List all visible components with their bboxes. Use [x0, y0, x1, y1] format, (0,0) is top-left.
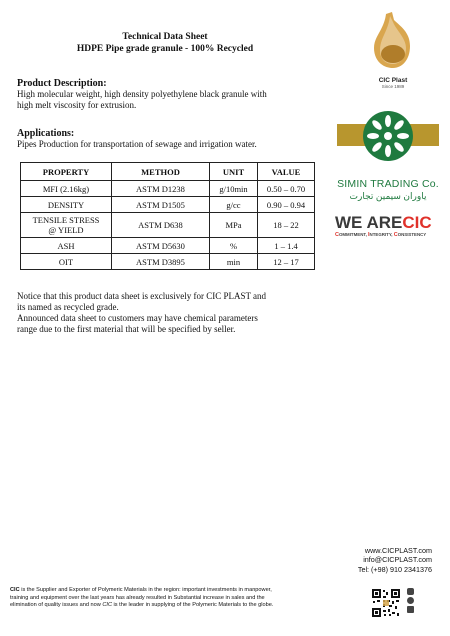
cell-property-line1: TENSILE STRESS [32, 215, 100, 225]
cell-property: MFI (2.16kg) [21, 181, 112, 197]
applications-heading: Applications: [17, 128, 75, 139]
applications-section [17, 128, 327, 150]
footer-text: CIC is the Supplier and Exporter of Polymeric Materials in the region: important investments in manpower, training and equipment over the last years has already resulted in Substantial increase in sales and the elimination of quality issues and now CIC is the leader in supplying of the Polymeric Materials to the globe. [10, 587, 274, 609]
we-are-text: WE ARE [335, 213, 403, 232]
product-description-line2: high melt viscosity for extrusion. [17, 100, 137, 110]
applications-text: Pipes Production for transportation of sewage and irrigation water. [17, 139, 257, 149]
table-row [21, 213, 315, 238]
linkedin-icon[interactable] [407, 606, 414, 613]
cell-value: 0.50 – 0.70 [258, 181, 315, 197]
qr-code-icon[interactable] [371, 588, 401, 618]
cic-plast-name: CIC Plast [378, 77, 408, 84]
cell-value: 1 – 1.4 [258, 238, 315, 254]
notice-line3: Announced data sheet to customers may have chemical parameters [17, 313, 258, 323]
cell-value: 18 – 22 [258, 213, 315, 238]
notice-line1: Notice that this product data sheet is exclusively for CIC PLAST and [17, 291, 267, 301]
cell-property: ASH [21, 238, 112, 254]
cic-plast-emblem-icon [360, 10, 426, 72]
cell-method: ASTM D5630 [112, 238, 210, 254]
social-icons [407, 588, 419, 613]
cell-property: DENSITY [21, 197, 112, 213]
cell-method: ASTM D1505 [112, 197, 210, 213]
cell-value: 0.90 – 0.94 [258, 197, 315, 213]
cell-value: 12 – 17 [258, 254, 315, 270]
footer-cic: CIC [10, 587, 20, 593]
contact-website[interactable]: www.CICPLAST.com [364, 546, 432, 555]
notice-line2: its named as recycled grade. [17, 302, 119, 312]
cell-method: ASTM D3895 [112, 254, 210, 270]
document-title: Technical Data Sheet [122, 32, 208, 42]
table-row [21, 254, 315, 270]
cic-text: CIC [402, 213, 432, 232]
cic-plast-since: Since 1989 [381, 84, 405, 89]
cell-unit: min [210, 254, 258, 270]
cic-plast-logo [360, 10, 426, 90]
simin-logo [337, 110, 439, 201]
table-row [21, 181, 315, 197]
notice-line4: range due to the first material that will be specified by seller. [17, 324, 236, 334]
cell-method: ASTM D638 [112, 213, 210, 238]
cell-property: OIT [21, 254, 112, 270]
contact-email[interactable]: info@CICPLAST.com [363, 555, 432, 565]
simin-flower-icon [337, 110, 439, 166]
document-header [0, 31, 330, 55]
cell-unit: % [210, 238, 258, 254]
header-property: PROPERTY [21, 163, 112, 181]
cell-unit: g/10min [210, 181, 258, 197]
cell-unit: MPa [210, 213, 258, 238]
table-row [21, 238, 315, 254]
cell-unit: g/cc [210, 197, 258, 213]
product-description-line1: High molecular weight, high density polyethylene black granule with [17, 89, 267, 99]
document-subtitle: HDPE Pipe grade granule - 100% Recycled [76, 44, 254, 54]
cic-tagline: COMMITMENT, INTEGRITY, CONSISTENCY [335, 232, 427, 238]
product-description-section [17, 78, 327, 111]
we-are-cic-logo [335, 213, 445, 238]
contact-tel: Tel: (+98) 910 2341376 [357, 564, 432, 574]
table-row [21, 197, 315, 213]
instagram-icon[interactable] [407, 588, 414, 595]
simin-name-fa: یاوران سیمین تجارت [349, 191, 427, 201]
whatsapp-icon[interactable] [407, 597, 414, 604]
cell-method: ASTM D1238 [112, 181, 210, 197]
product-description-heading: Product Description: [17, 78, 107, 89]
spec-table-wrapper [20, 162, 315, 270]
cell-property [21, 213, 112, 238]
table-header-row [21, 163, 315, 181]
contact-block [312, 546, 432, 574]
cell-property-line2: @ YIELD [48, 225, 84, 235]
spec-table [20, 162, 315, 270]
notice-section [17, 291, 327, 335]
header-value: VALUE [258, 163, 315, 181]
simin-name: SIMIN TRADING Co. [337, 178, 439, 190]
header-unit: UNIT [210, 163, 258, 181]
header-method: METHOD [112, 163, 210, 181]
